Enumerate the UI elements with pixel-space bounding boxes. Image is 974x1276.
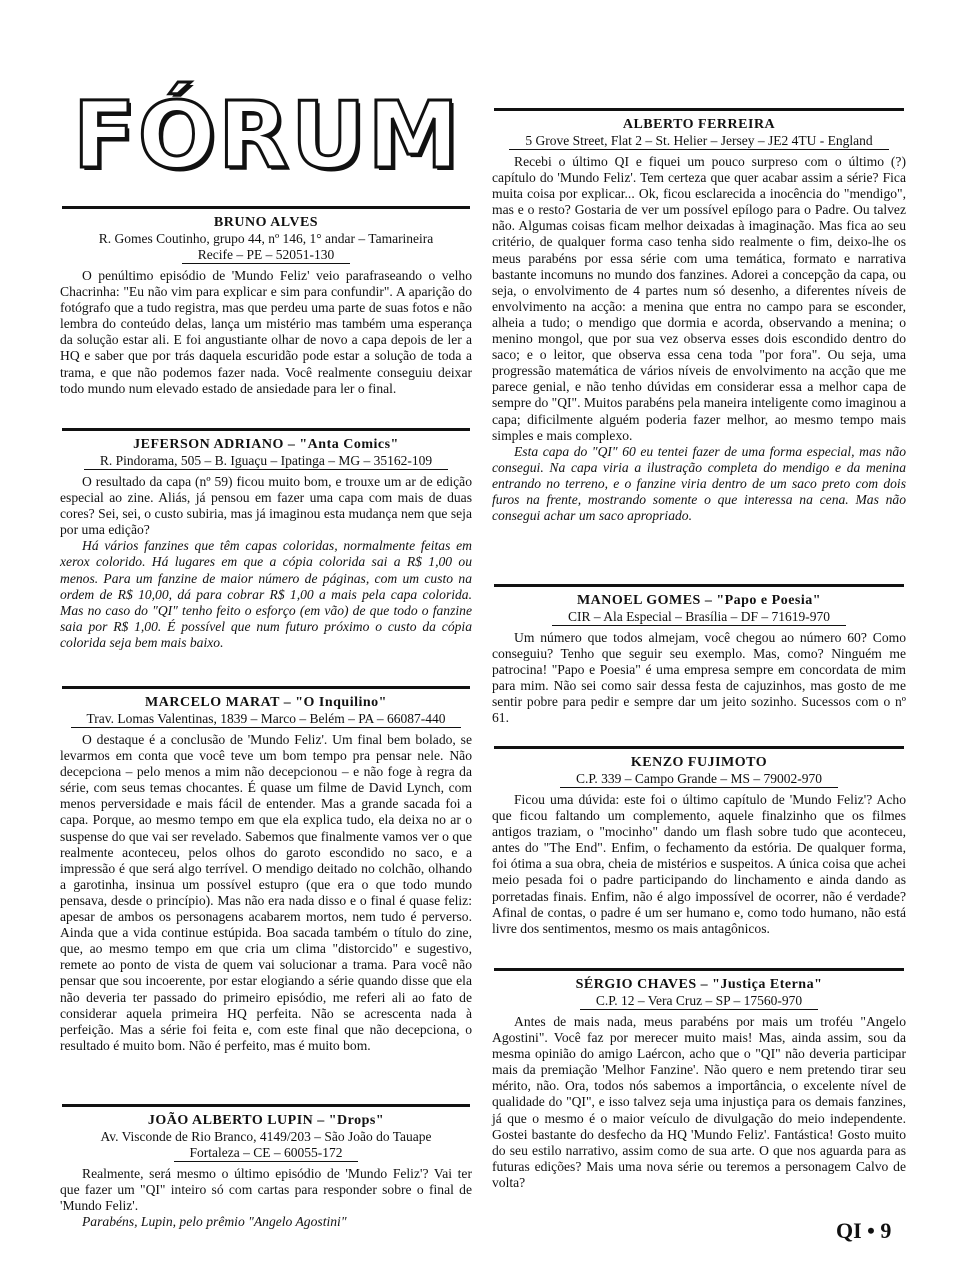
letter-body (492, 154, 906, 524)
letter-paragraph: Um número que todos almejam, você chegou ao número 60? Como conseguiu? Tenho que seguir seu exemplo. Mas, como? Ninguém me patrocina! "Papo e Poesia" é uma empresa sempre em concordata de mim para mim. Não sei como sair dessa festa de cajuzinhos, mas gosto de me sentir pobre para pedir e sempre dar um jeito sozinho. Sucessos com o nº 61. (492, 630, 906, 726)
section-rule (62, 206, 470, 209)
editor-reply: Esta capa do "QI" 60 eu tentei fazer de uma forma especial, mas não consegui. Na capa viria a ilustração completa do mendigo e da menina entrando no terreno, e o fanzine viria dentro de um saco preto com dois furos na frente, mostrando somente o que interessa na cena. Mas não consegui achar um saco apropriado. (492, 443, 906, 524)
letter-author: KENZO FUJIMOTO (630, 755, 768, 770)
letter-header (60, 215, 472, 264)
letter-marcelo-marat (60, 686, 472, 1054)
letter-author: BRUNO ALVES (213, 215, 319, 230)
letter-body (492, 792, 906, 937)
letter-body (60, 732, 472, 1054)
letter-address-line: R. Gomes Coutinho, grupo 44, nº 146, 1° andar – Tamarineira (98, 231, 434, 246)
letter-paragraph: O destaque é a conclusão de 'Mundo Feliz'. Um final bem bolado, se levarmos em conta que você teve um bom tempo pra pensar nele. Não decepciona – pelo menos a mim não decepcionou – e não foge à regra da série, com seus temas chocantes. É quase um filme de David Lynch, com menos perversidade e mais fácil de entender. Mas a grande sacada foi a capa. Porque, ao mesmo tempo em que ela explica tudo, ela deixa no ar o suspense do que vai ser revelado. Sabemos que finalmente vamos ver o que realmente aconteceu, pelos olhos do garoto escondido no saco, e a impressão é que será algo terrível. O mendigo deitado no colchão, olhando a garotinha, insinua um possível estupro (que era o que todo mundo pensava, desde o princípio). Mas não era nada disso e o final é quase feliz: apesar de ambos os personagens acabarem mortos, nem tudo é perverso. Ainda que a vida continue estúpida. Boa sacada também o título do zine, que, ao mesmo tempo em que cria um clima "distorcido" e sugestivo, remete ao ponto de vista de quem vai solucionar a trama. Para você não pensar que sou incoerente, por estar elogiando a série quando disse que ela não deveria ter passado do primeiro episódio, me referi ali ao fato de considerar aquela primeira HQ perfeita. Não se acrescenta nada à perfeição. Mas a série foi feita e, com este final que não decepciona, o resultado é muito bom. Não é perfeito, mas é muito bom. (60, 732, 472, 1053)
letter-sergio-chaves (492, 968, 906, 1191)
letter-address-city: Fortaleza – CE – 60055-172 (174, 1145, 359, 1162)
letter-body (60, 1166, 472, 1230)
letter-paragraph: O resultado da capa (nº 59) ficou muito bom, e trouxe um ar de edição especial ao zine. Aliás, já pensou em fazer uma capa com mais de duas cores? Sei, sei, o custo subiria, mas já imaginou esta mudança nem que seja por uma edição? (60, 474, 472, 538)
letter-author: JEFERSON ADRIANO – "Anta Comics" (133, 437, 399, 452)
letter-paragraph: Recebi o último QI e fiquei um pouco surpreso com o último (?) capítulo do 'Mundo Feliz'. Tem certeza que quer acabar assim a série? Fica muita coisa por explicar... Ok, ficou esclarecida a inocência do "mendigo", mas e o resto? Gostaria de ver um possível epílogo para o Padre. Ou talvez não. Algumas coisas ficam melhor deixadas à imaginação. Mas fica ao seu critério, de qualquer forma caso tenha sido realmente o fim, deixo-lhe os meus parabéns por essa série com uma temática, formato e narrativa bastante incomuns no mundo dos fanzines. Adorei a concepção da capa, ou seja, o envolvimento de 4 partes num só desenho, a diferentes níveis de envolvimento na acção: a menina que entra no campo para se esconder, alheia a tudo; o mendigo que dormia e acorda, observando a menina; o menino mongol, que por sua vez observa esses dois escondido dentro do saco; e o leitor, que observa essa cena toda "por fora". Ou seja, uma progressão matemática de vários níveis de envolvimento na acção que me parece genial, e não tenho dúvidas em considerar essa a melhor capa de sempre do "QI". Muitos parabéns pela maneira inteligente como imaginou a capa; dificilmente alguém poderia fazer melhor, ao mesmo tempo mais simples e mais complexo. (492, 154, 906, 443)
page-number: QI • 9 (836, 1218, 892, 1243)
letter-manoel-gomes (492, 584, 906, 727)
section-rule (494, 968, 904, 971)
letter-address-city: C.P. 339 – Campo Grande – MS – 79002-970 (560, 771, 838, 788)
letter-address-city: CIR – Ala Especial – Brasília – DF – 71619-970 (552, 609, 846, 626)
letter-address-city: Recife – PE – 52051-130 (182, 247, 350, 264)
section-rule (494, 108, 904, 111)
letter-header (492, 755, 906, 788)
letter-address-city: Trav. Lomas Valentinas, 1839 – Marco – Belém – PA – 66087-440 (71, 711, 462, 728)
letter-alberto-ferreira (492, 108, 906, 524)
section-rule (62, 686, 470, 689)
letter-author: ALBERTO FERREIRA (622, 117, 776, 132)
letter-header (60, 1113, 472, 1162)
section-rule (494, 746, 904, 749)
letter-body (60, 268, 472, 397)
letter-author: SÉRGIO CHAVES – "Justiça Eterna" (575, 977, 823, 992)
section-rule (62, 1104, 470, 1107)
letter-address-city: R. Pindorama, 505 – B. Iguaçu – Ipatinga – MG – 35162-109 (84, 453, 448, 470)
editor-reply: Há vários fanzines que têm capas coloridas, normalmente feitas em xerox colorido. Há lugares em que a cópia colorida sai a R$ 1,00 ou menos. Para um fanzine de maior número de páginas, com um custo na ordem de R$ 10,00, dá para cobrar R$ 1,00 a mais pela capa colorida. Mas no caso do "QI" tenho feito o esforço (em vão) de que todo o fanzine saia por R$ 1,00. É possível que num futuro próximo o custo da cópia colorida seja bem mais baixo. (60, 538, 472, 650)
letter-paragraph: Realmente, será mesmo o último episódio de 'Mundo Feliz'? Vai ter que fazer um "QI" inteiro só com cartas para responder sobre o final de 'Mundo Feliz'. (60, 1166, 472, 1214)
letter-author: MARCELO MARAT – "O Inquilino" (145, 695, 387, 710)
letter-paragraph: Ficou uma dúvida: este foi o último capítulo de 'Mundo Feliz'? Acho que ficou faltando um complemento, aquele finalzinho que os filmes antigos traziam, o "mocinho" dando um flash sobre tudo que aconteceu, antes do "The End". Enfim, o fechamento da estória. De qualquer forma, foi ótima a sua obra, cheia de mistérios e suspeitos. A única coisa que achei meio pesada foi o padre participando do linchamento e ainda dando as porretadas finais. Enfim, não é algo impossível de ocorrer, não é verdade? Afinal de contas, o padre é um ser humano e, como todo humano, não está livre dos sentimentos, mesmo os mais antagônicos. (492, 792, 906, 936)
letter-address-city: 5 Grove Street, Flat 2 – St. Helier – Jersey – JE2 4TU - England (509, 133, 888, 150)
letter-address-city: C.P. 12 – Vera Cruz – SP – 17560-970 (580, 993, 818, 1010)
section-rule (62, 428, 470, 431)
letter-jeferson-adriano (60, 428, 472, 651)
letter-header (60, 695, 472, 728)
letter-paragraph: Antes de mais nada, meus parabéns por mais um troféu "Angelo Agostini". Você faz por merecer muito mais! Mas, ainda assim, sou da mesma opinião do amigo Laércon, acho que o "QI" não deveria participar mais da premiação 'Melhor Fanzine'. Não quero e nem pretendo tirar seu mérito, não. Ora, todos nós sabemos a importância, o excelente nível de qualidade do "QI", e isso talvez seja uma injustiça para os demais fanzines, já que o mesmo é o maior veículo de divulgação do meio independente. Gostei bastante do desfecho da HQ 'Mundo Feliz'. Fantástica! Gosto muito do seu estilo narrativo, assim como de sua arte. O que nos aguarda para as futuras edições? Mais uma nova série ou teremos a personagem Calvo de volta? (492, 1014, 906, 1190)
letter-address-line: Av. Visconde de Rio Branco, 4149/203 – São João do Tauape (100, 1129, 432, 1144)
letter-header (492, 593, 906, 626)
letter-header (60, 437, 472, 470)
letter-body (492, 1014, 906, 1191)
letter-body (492, 630, 906, 727)
letter-header (492, 117, 906, 150)
letter-joao-alberto-lupin (60, 1104, 472, 1230)
section-rule (494, 584, 904, 587)
letter-header (492, 977, 906, 1010)
editor-reply: Parabéns, Lupin, pelo prêmio "Angelo Agostini" (82, 1214, 347, 1230)
letter-paragraph: O penúltimo episódio de 'Mundo Feliz' veio parafraseando o velho Chacrinha: "Eu não vim para explicar e sim para confundir". A aparição do fotógrafo que a tudo registra, mas que perdeu uma parte de suas fotos e não lembra do conteúdo delas, lança um mistério mas também uma esperança da solução estar ali. E foi angustiante olhar de novo a capa depois de ler a HQ e saber que por trás daquela escuridão pode estar a solução de toda a trama, e que não podemos fazer nada. Você realmente conseguiu deixar todo mundo num elevado estado de ansiedade para ler o final. (60, 268, 472, 396)
letter-kenzo-fujimoto (492, 746, 906, 937)
letter-body (60, 474, 472, 651)
letter-bruno-alves (60, 206, 472, 397)
forum-logo: FÓRUM (72, 82, 462, 189)
letter-author: MANOEL GOMES – "Papo e Poesia" (576, 593, 822, 608)
letter-author: JOÃO ALBERTO LUPIN – "Drops" (147, 1113, 385, 1128)
